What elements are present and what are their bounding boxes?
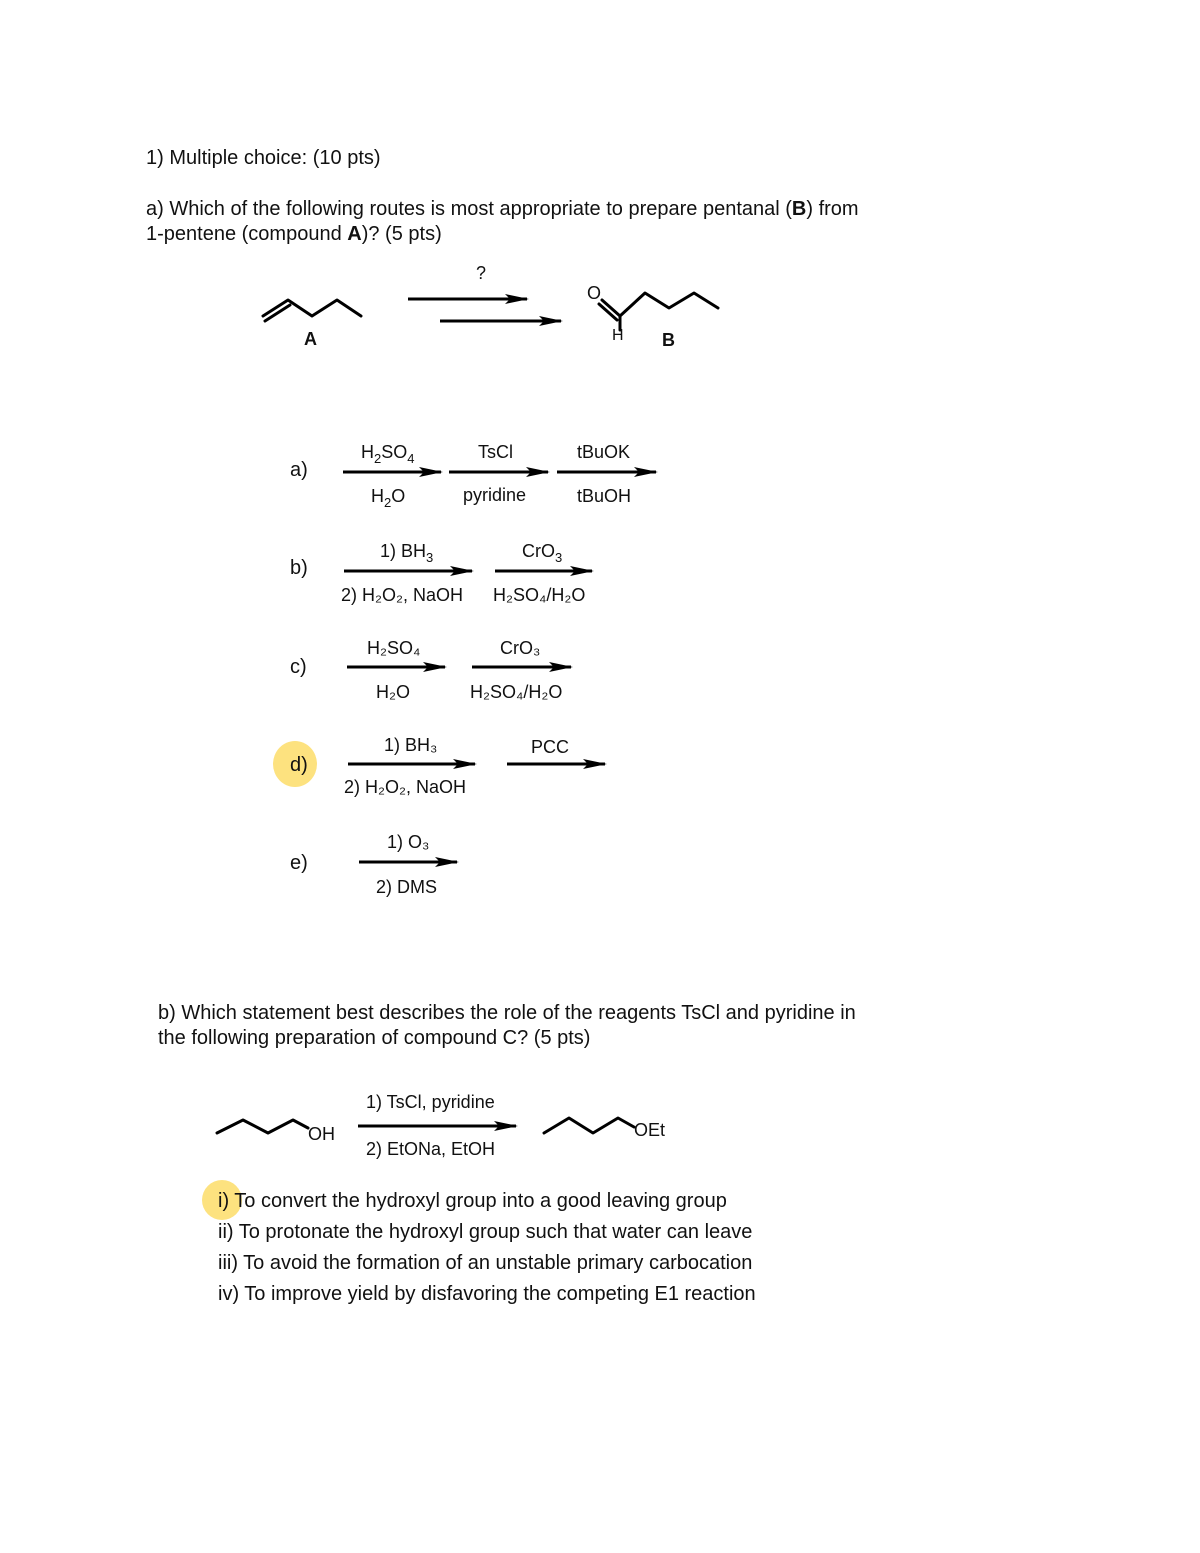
option-a-reagent2-top: TsCl (478, 442, 513, 462)
choice-ii: ii) To protonate the hydroxyl group such that water can leave (218, 1221, 753, 1243)
atom-OH: OH (308, 1124, 335, 1144)
bh-text: 1) BH (380, 541, 427, 561)
option-c-letter: c) (290, 656, 307, 678)
choice-iv: iv) To improve yield by disfavoring the competing E1 reaction (218, 1283, 756, 1305)
option-b-reagent2-bottom: H₂SO₄/H₂O (493, 585, 586, 605)
o-text: O (391, 486, 406, 506)
part-b-reagent-top: 1) TsCl, pyridine (366, 1092, 495, 1112)
option-e-reagent1-bottom: 2) DMS (376, 877, 438, 897)
q1b-question-line1: b) Which statement best describes the role of the reagents TsCl and pyridine in (158, 1002, 856, 1024)
question-mark-reagent: ? (476, 263, 487, 283)
molecule-butyl-ethyl-ether (544, 1118, 634, 1133)
option-b-reagent2-top (522, 540, 562, 564)
h-text: H (371, 486, 384, 506)
option-d-reagent2-top: PCC (531, 737, 570, 757)
option-a-letter: a) (290, 459, 308, 481)
q1a-line1-post: ) from (806, 198, 859, 220)
label-compound-B: B (662, 330, 675, 350)
subscript: 3 (555, 550, 563, 565)
option-b-letter: b) (290, 557, 308, 579)
atom-H-aldehyde: H (612, 327, 624, 344)
option-d-reagent1-top: 1) BH₃ (384, 735, 438, 755)
option-a-reagent2-bottom: pyridine (463, 485, 527, 505)
q1a-line1-pre: a) Which of the following routes is most appropriate to prepare pentanal ( (146, 198, 792, 220)
q1b-question-line2: the following preparation of compound C? (5 pts) (158, 1027, 591, 1049)
option-e-reagent1-top: 1) O₃ (387, 832, 430, 852)
option-e-letter: e) (290, 852, 308, 874)
cro-text: CrO (522, 541, 555, 561)
so-text: SO (381, 442, 408, 462)
option-c-reagent2-bottom: H₂SO₄/H₂O (470, 682, 563, 702)
q1a-line1-bold-b: B (791, 198, 807, 220)
subscript: 2 (374, 451, 382, 466)
option-a-reagent1-bottom (371, 485, 405, 509)
molecule-B-pentanal (599, 293, 718, 330)
q1a-question-line2 (146, 222, 442, 246)
option-c-reagent2-top: CrO₃ (500, 638, 541, 658)
option-d-reagent1-bottom: 2) H₂O₂, NaOH (344, 777, 466, 797)
q1a-line2-pre: 1-pentene (compound (146, 223, 348, 245)
atom-OEt: OEt (634, 1120, 666, 1140)
label-compound-A: A (304, 329, 317, 349)
subscript: 4 (407, 451, 415, 466)
h-text: H (361, 442, 374, 462)
choice-i: i) To convert the hydroxyl group into a good leaving group (218, 1190, 727, 1212)
molecule-butanol (217, 1120, 308, 1133)
option-c-reagent1-bottom: H₂O (376, 682, 410, 702)
option-b-reagent1-bottom: 2) H₂O₂, NaOH (341, 585, 463, 605)
option-a-reagent3-bottom: tBuOH (577, 486, 632, 506)
q1-header: 1) Multiple choice: (10 pts) (146, 147, 381, 169)
atom-O-aldehyde: O (587, 283, 602, 303)
part-b-reagent-bottom: 2) EtONa, EtOH (366, 1139, 496, 1159)
choice-iii: iii) To avoid the formation of an unstable primary carbocation (218, 1252, 753, 1274)
option-d-letter: d) (290, 754, 308, 776)
option-b-reagent1-top (380, 540, 433, 564)
subscript: 2 (384, 495, 392, 510)
option-a-reagent3-top: tBuOK (577, 442, 631, 462)
q1a-question-line1 (146, 197, 859, 221)
subscript: 3 (426, 550, 434, 565)
q1a-line2-bold-a: A (347, 223, 362, 245)
molecule-A-1-pentene (263, 300, 361, 321)
option-c-reagent1-top: H₂SO₄ (367, 638, 421, 658)
option-a-reagent1-top (361, 441, 414, 465)
q1a-line2-post: )? (5 pts) (361, 223, 442, 245)
